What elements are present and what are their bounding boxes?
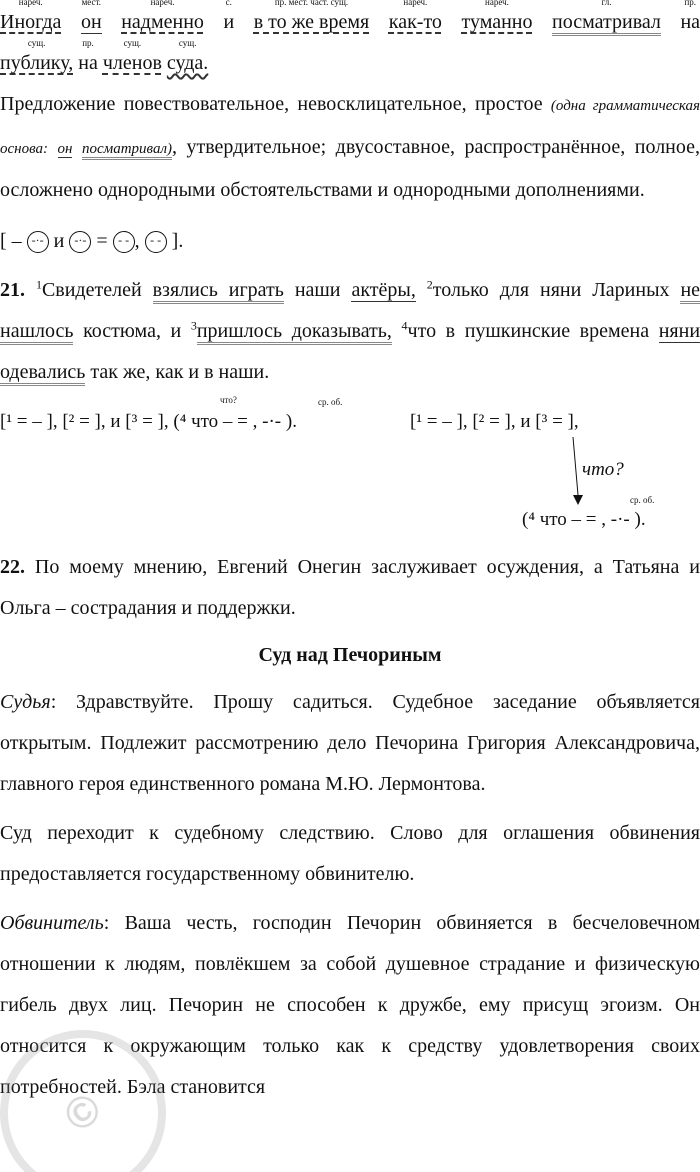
scheme-comma: , bbox=[134, 230, 140, 252]
circle-adverbial-icon: -·- bbox=[27, 231, 49, 253]
part-of-speech-label: сущ. bbox=[27, 38, 46, 48]
text: Свидетелей bbox=[41, 279, 142, 301]
word-text: посматривал bbox=[552, 11, 661, 36]
sentence-line-1 bbox=[0, 2, 700, 43]
section-title: Суд над Печориным bbox=[258, 644, 442, 666]
scheme-21-a: [¹ = – ], [² = ], и [³ = ], (⁴ что – = , -·- ). bbox=[0, 411, 297, 432]
part-of-speech-label: мест. bbox=[81, 0, 102, 7]
text: только для няни Лариных bbox=[432, 279, 670, 301]
scheme-bracket: ]. bbox=[171, 230, 184, 252]
sentence-line-2 bbox=[0, 38, 700, 84]
word-text: надменно bbox=[121, 11, 204, 33]
subject: актёры, bbox=[351, 279, 416, 301]
scheme-21-b-clause: (⁴ что – = , -·- ). bbox=[522, 509, 646, 530]
word-text: он bbox=[80, 11, 102, 33]
analyzed-word bbox=[78, 38, 98, 74]
part-of-speech-label: пр. bbox=[684, 0, 697, 7]
part-of-speech-label: нареч. bbox=[150, 0, 175, 7]
text: наши bbox=[294, 279, 341, 301]
scheme-eq: = bbox=[96, 230, 108, 252]
grammar-basis-note: (одна грамматическая основа: bbox=[0, 98, 700, 157]
analyzed-word bbox=[102, 38, 162, 74]
word-text: туманно bbox=[461, 11, 533, 33]
analyzed-word bbox=[388, 0, 442, 33]
predicate: пришлось доказывать, bbox=[197, 320, 392, 345]
predicate-word: посматривал) bbox=[82, 141, 172, 160]
text: костюма, и bbox=[83, 320, 182, 342]
text: : Здравствуйте. Прошу садиться. Судебное заседание объявляется открытым. Подлежит рассмотрению дело Печорина Григория Александровича, главного героя единственного романа М.Ю. Лермонтова. bbox=[0, 691, 700, 795]
part-of-speech-label: нареч. bbox=[403, 0, 428, 7]
analyzed-word bbox=[253, 0, 370, 33]
task-21-schemes bbox=[0, 393, 700, 543]
task-number: 21. bbox=[0, 279, 25, 301]
text: так же, как и в наши. bbox=[90, 361, 270, 383]
subject-word: он bbox=[57, 141, 73, 157]
analyzed-word bbox=[0, 0, 62, 33]
circle-adverbial-icon: -·- bbox=[69, 231, 91, 253]
part-of-speech-label: нареч. bbox=[485, 0, 509, 7]
comparative-label: ср. об. bbox=[630, 495, 655, 505]
part-of-speech-label: сущ. bbox=[178, 38, 197, 48]
word-text: Иногда bbox=[0, 11, 62, 33]
subject: няни bbox=[658, 320, 700, 342]
part-of-speech-label: сущ. bbox=[123, 38, 142, 48]
question-label: что? bbox=[220, 395, 237, 405]
word-text: суда. bbox=[166, 52, 209, 74]
word-text: на bbox=[78, 52, 98, 74]
comparative-label: ср. об. bbox=[318, 397, 343, 407]
analyzed-word bbox=[121, 0, 204, 33]
watermark-logo: © bbox=[0, 997, 199, 1172]
speaker-role: Судья bbox=[0, 691, 51, 713]
scheme-1 bbox=[0, 221, 700, 262]
scheme-21-b: [¹ = – ], [² = ], и [³ = ], bbox=[410, 411, 579, 432]
word-text: в то же время bbox=[253, 11, 370, 33]
analyzed-word bbox=[680, 0, 700, 33]
part-of-speech-label: пр. bbox=[82, 38, 94, 48]
analyzed-word bbox=[80, 0, 102, 33]
task-number: 22. bbox=[0, 556, 25, 578]
circle-object-icon: - - bbox=[113, 231, 135, 253]
task-22 bbox=[0, 547, 700, 629]
analyzed-word bbox=[552, 0, 661, 33]
part-of-speech-label: нареч. bbox=[18, 0, 43, 7]
analyzed-word bbox=[0, 38, 74, 74]
text: что в пушкинские времена bbox=[407, 320, 650, 342]
predicate: не нашлось bbox=[0, 279, 700, 345]
analysis-text: Предложение повествовательное, невосклицательное, простое bbox=[0, 93, 543, 115]
word-text: и bbox=[223, 11, 235, 33]
scheme-bracket: [ – bbox=[0, 230, 22, 252]
part-of-speech-label: с. bbox=[225, 0, 232, 7]
scheme-and: и bbox=[53, 230, 65, 252]
judge-paragraph bbox=[0, 682, 700, 805]
analyzed-word bbox=[223, 0, 235, 33]
word-text: как-то bbox=[388, 11, 442, 33]
predicate: одевались bbox=[0, 361, 85, 386]
part-of-speech-label: гл. bbox=[601, 0, 612, 7]
speaker-role: Обвинитель bbox=[0, 912, 104, 934]
word-text: на bbox=[680, 11, 700, 33]
part-of-speech-label: пр. мест. част. сущ. bbox=[274, 0, 349, 7]
analysis-paragraph bbox=[0, 84, 700, 211]
text: По моему мнению, Евгений Онегин заслуживает осуждения, а Татьяна и Ольга – сострадания и поддержки. bbox=[0, 556, 700, 619]
analysis-text-2: , утвердительное; двусоставное, распространённое, полное, осложнено однородными обстоятельствами и однородными дополнениями. bbox=[0, 136, 700, 201]
question-label: что? bbox=[582, 459, 624, 480]
court-paragraph: Суд переходит к судебному следствию. Слово для оглашения обвинения предоставляется государственному обвинителю. bbox=[0, 822, 700, 885]
analyzed-word bbox=[461, 0, 533, 33]
text: : Ваша честь, господин Печорин обвиняется в бесчеловечном отношении к людям, повлёкшем за собой душевное страдание и физическую гибель двух лиц. Печорин не способен к дружбе, ему присущ эгоизм. Он относится к окружающим только как к средству удовлетворения своих потребностей. Бэла становится bbox=[0, 912, 700, 1098]
word-text: членов bbox=[102, 52, 162, 74]
word-text: публику, bbox=[0, 52, 74, 74]
analyzed-word bbox=[166, 38, 209, 74]
task-21: 21. $^1$Свидетелей взялись играть наши актёры, $^2$только для няни Лариных не нашлось костюма, и $^3$пришлось доказывать, $^4$что в пушкинские времена няни одевались так же, как и в наши. bbox=[0, 270, 700, 393]
predicate: взялись играть bbox=[153, 279, 284, 304]
circle-object-icon: - - bbox=[145, 231, 167, 253]
